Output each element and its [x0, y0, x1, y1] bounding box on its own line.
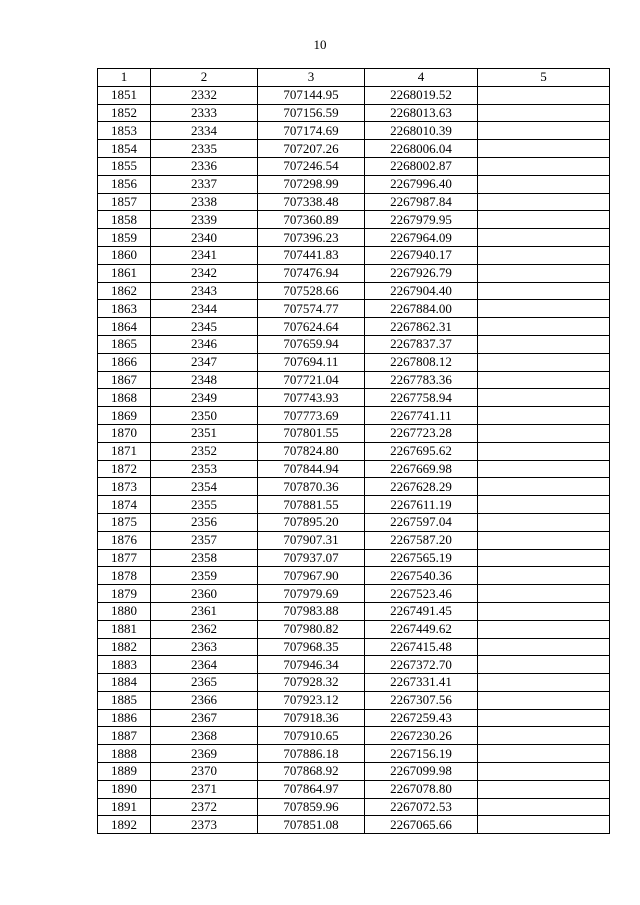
table-cell-col-4: 2267597.04: [365, 513, 478, 531]
table-cell-col-4: 2268006.04: [365, 140, 478, 158]
table-row: [98, 353, 610, 371]
table-cell-col-3: 707881.55: [258, 496, 365, 514]
table-row: [98, 780, 610, 798]
table-cell-col-4: 2267940.17: [365, 246, 478, 264]
table-row: [98, 549, 610, 567]
table-row: [98, 816, 610, 834]
table-cell-col-2: 2371: [151, 780, 258, 798]
table-cell-col-2: 2373: [151, 816, 258, 834]
table-cell-col-1: 1871: [98, 442, 151, 460]
column-header-5: 5: [478, 69, 610, 87]
table-cell-col-4: 2267979.95: [365, 211, 478, 229]
table-cell-col-4: 2267065.66: [365, 816, 478, 834]
table-cell-col-1: 1860: [98, 246, 151, 264]
table-row: [98, 567, 610, 585]
table-cell-col-2: 2368: [151, 727, 258, 745]
table-cell-col-2: 2346: [151, 335, 258, 353]
table-cell-col-2: 2356: [151, 513, 258, 531]
table-row: [98, 264, 610, 282]
table-cell-col-4: 2267808.12: [365, 353, 478, 371]
table-cell-col-5: [478, 442, 610, 460]
table-cell-col-2: 2362: [151, 620, 258, 638]
table-cell-col-4: 2267331.41: [365, 674, 478, 692]
table-cell-col-1: 1856: [98, 175, 151, 193]
table-cell-col-2: 2361: [151, 602, 258, 620]
column-header-4: 4: [365, 69, 478, 87]
table-body: [98, 86, 610, 833]
table-cell-col-4: 2267723.28: [365, 424, 478, 442]
table-cell-col-2: 2360: [151, 585, 258, 603]
table-cell-col-3: 707967.90: [258, 567, 365, 585]
table-cell-col-5: [478, 140, 610, 158]
table-cell-col-4: 2267587.20: [365, 531, 478, 549]
table-row: [98, 531, 610, 549]
table-cell-col-2: 2369: [151, 745, 258, 763]
table-cell-col-4: 2268019.52: [365, 86, 478, 104]
table-cell-col-2: 2350: [151, 407, 258, 425]
table-cell-col-1: 1858: [98, 211, 151, 229]
table-cell-col-5: [478, 531, 610, 549]
table-header-row: [98, 69, 610, 87]
table-row: [98, 389, 610, 407]
table-cell-col-1: 1864: [98, 318, 151, 336]
table-cell-col-3: 707574.77: [258, 300, 365, 318]
table-cell-col-1: 1880: [98, 602, 151, 620]
table-cell-col-3: 707801.55: [258, 424, 365, 442]
table-cell-col-3: 707338.48: [258, 193, 365, 211]
table-cell-col-4: 2267862.31: [365, 318, 478, 336]
table-cell-col-1: 1859: [98, 229, 151, 247]
table-cell-col-5: [478, 727, 610, 745]
table-cell-col-3: 707207.26: [258, 140, 365, 158]
table-cell-col-4: 2267884.00: [365, 300, 478, 318]
table-cell-col-5: [478, 264, 610, 282]
table-row: [98, 674, 610, 692]
coordinates-table: [97, 68, 610, 834]
table-cell-col-2: 2335: [151, 140, 258, 158]
table-cell-col-5: [478, 246, 610, 264]
table-cell-col-1: 1855: [98, 157, 151, 175]
table-cell-col-1: 1887: [98, 727, 151, 745]
table-cell-col-2: 2332: [151, 86, 258, 104]
table-row: [98, 496, 610, 514]
table-row: [98, 282, 610, 300]
table-cell-col-2: 2348: [151, 371, 258, 389]
table-cell-col-3: 707476.94: [258, 264, 365, 282]
table-cell-col-2: 2334: [151, 122, 258, 140]
table-cell-col-5: [478, 371, 610, 389]
table-cell-col-2: 2367: [151, 709, 258, 727]
table-row: [98, 371, 610, 389]
table-cell-col-5: [478, 335, 610, 353]
table-row: [98, 798, 610, 816]
table-cell-col-2: 2364: [151, 656, 258, 674]
column-header-3: 3: [258, 69, 365, 87]
table-row: [98, 140, 610, 158]
table-cell-col-5: [478, 620, 610, 638]
table-cell-col-1: 1854: [98, 140, 151, 158]
table-cell-col-2: 2342: [151, 264, 258, 282]
table-cell-col-2: 2355: [151, 496, 258, 514]
table-cell-col-5: [478, 585, 610, 603]
table-cell-col-3: 707980.82: [258, 620, 365, 638]
table-cell-col-5: [478, 478, 610, 496]
table-cell-col-4: 2267837.37: [365, 335, 478, 353]
table-cell-col-4: 2267926.79: [365, 264, 478, 282]
table-row: [98, 104, 610, 122]
table-cell-col-1: 1870: [98, 424, 151, 442]
table-cell-col-1: 1873: [98, 478, 151, 496]
table-cell-col-2: 2354: [151, 478, 258, 496]
table-cell-col-5: [478, 816, 610, 834]
table-cell-col-5: [478, 691, 610, 709]
table-cell-col-4: 2267669.98: [365, 460, 478, 478]
table-cell-col-1: 1872: [98, 460, 151, 478]
table-cell-col-2: 2343: [151, 282, 258, 300]
table-cell-col-3: 707983.88: [258, 602, 365, 620]
table-cell-col-1: 1862: [98, 282, 151, 300]
table-cell-col-4: 2268013.63: [365, 104, 478, 122]
table-cell-col-4: 2267078.80: [365, 780, 478, 798]
table-cell-col-5: [478, 122, 610, 140]
table-cell-col-1: 1876: [98, 531, 151, 549]
table-cell-col-3: 707937.07: [258, 549, 365, 567]
table-cell-col-3: 707928.32: [258, 674, 365, 692]
table-row: [98, 193, 610, 211]
table-row: [98, 513, 610, 531]
table-cell-col-2: 2349: [151, 389, 258, 407]
table-cell-col-3: 707298.99: [258, 175, 365, 193]
table-cell-col-5: [478, 282, 610, 300]
table-cell-col-2: 2351: [151, 424, 258, 442]
table-cell-col-1: 1853: [98, 122, 151, 140]
table-cell-col-3: 707979.69: [258, 585, 365, 603]
table-cell-col-5: [478, 175, 610, 193]
table-cell-col-5: [478, 780, 610, 798]
table-cell-col-3: 707659.94: [258, 335, 365, 353]
table-cell-col-5: [478, 763, 610, 781]
table-row: [98, 318, 610, 336]
table-cell-col-3: 707886.18: [258, 745, 365, 763]
table-row: [98, 727, 610, 745]
table-cell-col-3: 707743.93: [258, 389, 365, 407]
table-cell-col-2: 2370: [151, 763, 258, 781]
table-cell-col-3: 707859.96: [258, 798, 365, 816]
table-cell-col-1: 1869: [98, 407, 151, 425]
table-cell-col-3: 707895.20: [258, 513, 365, 531]
table-row: [98, 638, 610, 656]
table-cell-col-4: 2267783.36: [365, 371, 478, 389]
table-cell-col-3: 707694.11: [258, 353, 365, 371]
table-row: [98, 460, 610, 478]
table-row: [98, 763, 610, 781]
table-cell-col-5: [478, 353, 610, 371]
table-cell-col-4: 2267523.46: [365, 585, 478, 603]
table-cell-col-3: 707396.23: [258, 229, 365, 247]
table-row: [98, 300, 610, 318]
table-cell-col-3: 707246.54: [258, 157, 365, 175]
table-row: [98, 585, 610, 603]
table-cell-col-5: [478, 407, 610, 425]
table-cell-col-5: [478, 300, 610, 318]
table-cell-col-2: 2340: [151, 229, 258, 247]
table-row: [98, 211, 610, 229]
table-cell-col-1: 1881: [98, 620, 151, 638]
table-cell-col-5: [478, 86, 610, 104]
table-row: [98, 229, 610, 247]
column-header-1: 1: [98, 69, 151, 87]
table-cell-col-2: 2336: [151, 157, 258, 175]
table-row: [98, 86, 610, 104]
table-cell-col-5: [478, 638, 610, 656]
table-cell-col-2: 2358: [151, 549, 258, 567]
table-cell-col-4: 2267072.53: [365, 798, 478, 816]
table-cell-col-4: 2268010.39: [365, 122, 478, 140]
table-cell-col-3: 707721.04: [258, 371, 365, 389]
table-cell-col-5: [478, 567, 610, 585]
table-cell-col-1: 1863: [98, 300, 151, 318]
table-cell-col-2: 2337: [151, 175, 258, 193]
table-cell-col-2: 2353: [151, 460, 258, 478]
table-row: [98, 122, 610, 140]
column-header-2: 2: [151, 69, 258, 87]
table-cell-col-5: [478, 496, 610, 514]
table-cell-col-4: 2268002.87: [365, 157, 478, 175]
table-cell-col-2: 2339: [151, 211, 258, 229]
table-cell-col-1: 1868: [98, 389, 151, 407]
table-cell-col-4: 2267695.62: [365, 442, 478, 460]
table-cell-col-3: 707864.97: [258, 780, 365, 798]
table-cell-col-4: 2267307.56: [365, 691, 478, 709]
table-cell-col-5: [478, 193, 610, 211]
table-cell-col-5: [478, 798, 610, 816]
table-cell-col-5: [478, 211, 610, 229]
table-cell-col-4: 2267611.19: [365, 496, 478, 514]
table-cell-col-2: 2365: [151, 674, 258, 692]
table-cell-col-3: 707360.89: [258, 211, 365, 229]
page-number: 10: [313, 37, 327, 52]
table-cell-col-5: [478, 656, 610, 674]
table-cell-col-1: 1892: [98, 816, 151, 834]
table-cell-col-5: [478, 709, 610, 727]
table-cell-col-3: 707174.69: [258, 122, 365, 140]
table-cell-col-3: 707968.35: [258, 638, 365, 656]
table-cell-col-5: [478, 424, 610, 442]
table-cell-col-3: 707910.65: [258, 727, 365, 745]
table-row: [98, 602, 610, 620]
table-row: [98, 424, 610, 442]
table-cell-col-4: 2267565.19: [365, 549, 478, 567]
table-cell-col-5: [478, 229, 610, 247]
table-cell-col-3: 707918.36: [258, 709, 365, 727]
table-cell-col-4: 2267372.70: [365, 656, 478, 674]
table-cell-col-2: 2347: [151, 353, 258, 371]
table-cell-col-5: [478, 745, 610, 763]
table-cell-col-3: 707923.12: [258, 691, 365, 709]
table-cell-col-1: 1883: [98, 656, 151, 674]
table-cell-col-4: 2267491.45: [365, 602, 478, 620]
table-cell-col-4: 2267156.19: [365, 745, 478, 763]
table-row: [98, 442, 610, 460]
table-cell-col-1: 1852: [98, 104, 151, 122]
table-cell-col-5: [478, 460, 610, 478]
table-cell-col-5: [478, 389, 610, 407]
table-row: [98, 335, 610, 353]
table-cell-col-3: 707528.66: [258, 282, 365, 300]
table-cell-col-2: 2333: [151, 104, 258, 122]
table-cell-col-2: 2357: [151, 531, 258, 549]
table-cell-col-5: [478, 513, 610, 531]
table-cell-col-2: 2359: [151, 567, 258, 585]
table-cell-col-4: 2267415.48: [365, 638, 478, 656]
table-cell-col-1: 1851: [98, 86, 151, 104]
table-cell-col-2: 2372: [151, 798, 258, 816]
table-cell-col-4: 2267987.84: [365, 193, 478, 211]
table-cell-col-1: 1877: [98, 549, 151, 567]
table-row: [98, 478, 610, 496]
table-cell-col-3: 707144.95: [258, 86, 365, 104]
table-cell-col-3: 707868.92: [258, 763, 365, 781]
table-cell-col-3: 707624.64: [258, 318, 365, 336]
table-cell-col-4: 2267996.40: [365, 175, 478, 193]
table-cell-col-3: 707441.83: [258, 246, 365, 264]
table-cell-col-4: 2267540.36: [365, 567, 478, 585]
table-cell-col-5: [478, 104, 610, 122]
table-cell-col-5: [478, 157, 610, 175]
table-cell-col-2: 2345: [151, 318, 258, 336]
table-cell-col-4: 2267099.98: [365, 763, 478, 781]
table-cell-col-1: 1884: [98, 674, 151, 692]
table-cell-col-1: 1878: [98, 567, 151, 585]
table-cell-col-3: 707844.94: [258, 460, 365, 478]
table-cell-col-4: 2267758.94: [365, 389, 478, 407]
table-row: [98, 656, 610, 674]
table-cell-col-2: 2363: [151, 638, 258, 656]
table-cell-col-3: 707824.80: [258, 442, 365, 460]
table-cell-col-1: 1874: [98, 496, 151, 514]
table-cell-col-3: 707870.36: [258, 478, 365, 496]
table-cell-col-2: 2352: [151, 442, 258, 460]
table-cell-col-4: 2267628.29: [365, 478, 478, 496]
table-cell-col-1: 1857: [98, 193, 151, 211]
table-cell-col-1: 1866: [98, 353, 151, 371]
table-cell-col-4: 2267449.62: [365, 620, 478, 638]
table-cell-col-1: 1886: [98, 709, 151, 727]
table-cell-col-1: 1885: [98, 691, 151, 709]
table-cell-col-1: 1875: [98, 513, 151, 531]
table-cell-col-5: [478, 674, 610, 692]
table-cell-col-4: 2267230.26: [365, 727, 478, 745]
table-row: [98, 745, 610, 763]
table-cell-col-3: 707907.31: [258, 531, 365, 549]
table-cell-col-4: 2267964.09: [365, 229, 478, 247]
table-row: [98, 407, 610, 425]
table-cell-col-2: 2338: [151, 193, 258, 211]
table-cell-col-3: 707773.69: [258, 407, 365, 425]
table-cell-col-2: 2366: [151, 691, 258, 709]
table-cell-col-4: 2267904.40: [365, 282, 478, 300]
table-cell-col-5: [478, 318, 610, 336]
table-cell-col-3: 707946.34: [258, 656, 365, 674]
table-cell-col-1: 1861: [98, 264, 151, 282]
table-row: [98, 157, 610, 175]
table-cell-col-1: 1889: [98, 763, 151, 781]
table-row: [98, 620, 610, 638]
table-row: [98, 709, 610, 727]
table-cell-col-5: [478, 549, 610, 567]
table-cell-col-4: 2267741.11: [365, 407, 478, 425]
table-cell-col-1: 1867: [98, 371, 151, 389]
table-cell-col-5: [478, 602, 610, 620]
table-cell-col-1: 1882: [98, 638, 151, 656]
table-cell-col-4: 2267259.43: [365, 709, 478, 727]
table-cell-col-2: 2341: [151, 246, 258, 264]
table-cell-col-3: 707156.59: [258, 104, 365, 122]
table-row: [98, 246, 610, 264]
table-cell-col-2: 2344: [151, 300, 258, 318]
table-row: [98, 691, 610, 709]
table-cell-col-1: 1865: [98, 335, 151, 353]
table-cell-col-3: 707851.08: [258, 816, 365, 834]
table-cell-col-1: 1890: [98, 780, 151, 798]
table-cell-col-1: 1888: [98, 745, 151, 763]
table-cell-col-1: 1891: [98, 798, 151, 816]
table-row: [98, 175, 610, 193]
table-cell-col-1: 1879: [98, 585, 151, 603]
